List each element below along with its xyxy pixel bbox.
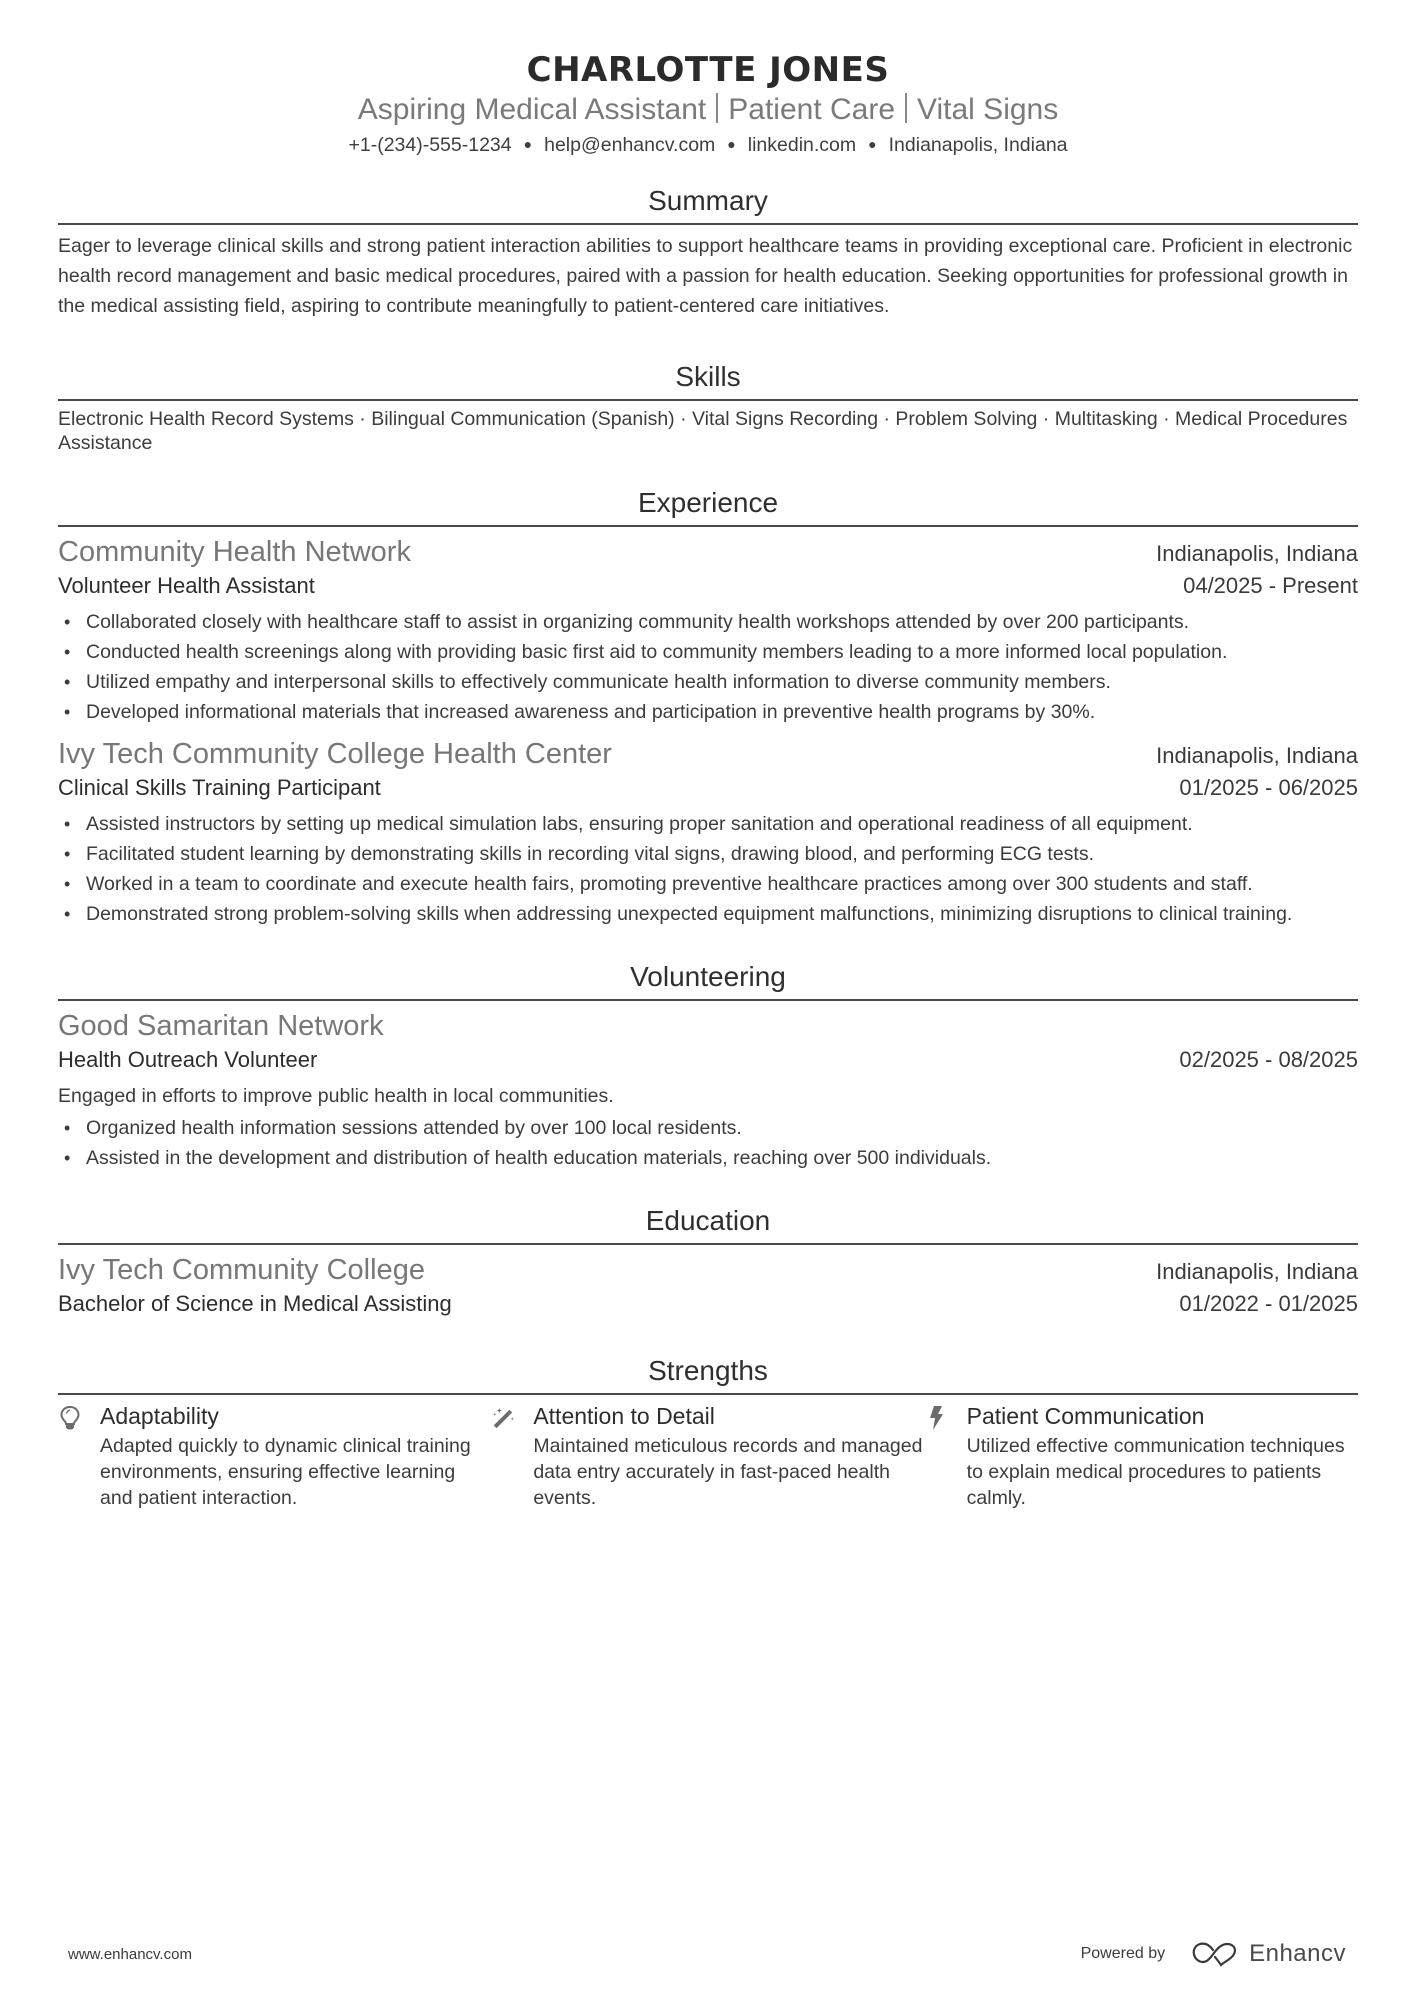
summary-text: Eager to leverage clinical skills and strong patient interaction abilities to support healthcare teams in providing exceptional care. Proficient in electronic health record management and basic medical procedures, paired with a passion for health education. Seeking opportunities for professional growth in the medical assisting field, aspiring to contribute meaningfully to patient-centered care initiatives. (58, 235, 1353, 317)
entry-dates: 01/2022 - 01/2025 (1179, 1291, 1358, 1316)
organization-name: Ivy Tech Community College Health Center (58, 738, 612, 770)
degree: Bachelor of Science in Medical Assisting (58, 1291, 452, 1316)
skills-list: Electronic Health Record Systems · Bilingual Communication (Spanish) · Vital Signs Recording · Problem Solving · Multitasking · Medical Procedures Assistance (58, 408, 1348, 454)
list-item: • Developed informational materials that increased awareness and participation in preventive health programs by 30%. (58, 697, 1358, 727)
role-title: Health Outreach Volunteer (58, 1047, 318, 1072)
achievement-list (58, 607, 1358, 727)
strengths-section (58, 1353, 1358, 1511)
headline-item: Patient Care (728, 93, 896, 126)
entry-dates: 02/2025 - 08/2025 (1179, 1047, 1358, 1072)
volunteering-section (58, 959, 1358, 1173)
strengths-grid (58, 1401, 1358, 1511)
strength-title: Adaptability (100, 1403, 219, 1429)
achievement-list (58, 1113, 1358, 1173)
skills-section (58, 359, 1358, 455)
headline-separator (716, 93, 718, 123)
bullet-separator: ● (727, 136, 736, 152)
section-title: Summary (648, 185, 768, 216)
headline-item: Vital Signs (917, 93, 1059, 126)
lightning-bolt-icon (925, 1401, 967, 1511)
footer-url-link[interactable]: www.enhancv.com (68, 1945, 192, 1963)
strength-title: Patient Communication (966, 1403, 1205, 1429)
strength-item (58, 1401, 491, 1511)
experience-entry (58, 735, 1358, 929)
education-entry (58, 1251, 1358, 1319)
strength-description: Utilized effective communication techniques to explain medical procedures to patients calmly. (966, 1435, 1345, 1509)
section-divider (58, 999, 1358, 1001)
linkedin-link[interactable]: linkedin.com (747, 134, 857, 156)
section-title: Skills (675, 361, 741, 392)
organization-name: Community Health Network (58, 536, 411, 568)
experience-entry (58, 533, 1358, 727)
role-title: Clinical Skills Training Participant (58, 775, 381, 800)
list-item: • Utilized empathy and interpersonal skills to effectively communicate health information to diverse community members. (58, 667, 1358, 697)
headline (58, 90, 1358, 130)
phone[interactable]: +1-(234)-555-1234 (348, 134, 512, 156)
resume-header (58, 0, 1358, 159)
entry-dates: 04/2025 - Present (1183, 573, 1358, 598)
role-title: Volunteer Health Assistant (58, 573, 315, 598)
magic-wand-icon (491, 1401, 533, 1511)
section-title: Education (645, 1205, 771, 1236)
lightbulb-icon (58, 1401, 100, 1511)
powered-by (1081, 1940, 1346, 1968)
section-title: Strengths (648, 1355, 768, 1386)
section-title: Experience (637, 487, 779, 518)
brand-name: Enhancv (1249, 1940, 1346, 1967)
strength-item (925, 1401, 1358, 1511)
strength-description: Maintained meticulous records and managed data entry accurately in fast-paced health events. (533, 1435, 923, 1509)
section-divider (58, 1243, 1358, 1245)
headline-separator (905, 93, 907, 123)
list-item: • Assisted in the development and distribution of health education materials, reaching over 500 individuals. (58, 1143, 1358, 1173)
enhancv-infinity-icon (1191, 1941, 1239, 1967)
list-item: • Demonstrated strong problem-solving skills when addressing unexpected equipment malfunctions, minimizing disruptions to clinical training. (58, 899, 1358, 929)
section-divider (58, 399, 1358, 401)
location: Indianapolis, Indiana (888, 134, 1068, 156)
strength-title: Attention to Detail (533, 1403, 715, 1429)
email-link[interactable]: help@enhancv.com (544, 134, 716, 156)
entry-location: Indianapolis, Indiana (1156, 1259, 1358, 1284)
headline-item: Aspiring Medical Assistant (357, 93, 707, 126)
section-divider (58, 1393, 1358, 1395)
section-divider (58, 223, 1358, 225)
resume-page (58, 0, 1358, 1511)
list-item: • Assisted instructors by setting up medical simulation labs, ensuring proper sanitation and operational readiness of all equipment. (58, 809, 1358, 839)
strength-item (491, 1401, 924, 1511)
section-divider (58, 525, 1358, 527)
organization-name: Good Samaritan Network (58, 1010, 384, 1042)
bullet-separator: ● (523, 136, 533, 152)
section-title: Volunteering (630, 961, 786, 992)
list-item: • Facilitated student learning by demonstrating skills in recording vital signs, drawing blood, and performing ECG tests. (58, 839, 1358, 869)
bullet-separator: ● (868, 136, 877, 152)
page-footer (68, 1940, 1346, 1968)
entry-dates: 01/2025 - 06/2025 (1179, 775, 1358, 800)
enhancv-logo[interactable] (1191, 1940, 1346, 1968)
list-item: • Organized health information sessions attended by over 100 local residents. (58, 1113, 1358, 1143)
entry-description: Engaged in efforts to improve public health in local communities. (58, 1085, 614, 1107)
contact-line (58, 130, 1358, 159)
list-item: • Worked in a team to coordinate and execute health fairs, promoting preventive healthcare practices among over 300 students and staff. (58, 869, 1358, 899)
achievement-list (58, 809, 1358, 929)
list-item: • Collaborated closely with healthcare staff to assist in organizing community health workshops attended by over 200 participants. (58, 607, 1358, 637)
strength-description: Adapted quickly to dynamic clinical training environments, ensuring effective learning and patient interaction. (100, 1435, 471, 1509)
powered-by-label: Powered by (1080, 1945, 1166, 1962)
experience-section (58, 485, 1358, 929)
entry-location: Indianapolis, Indiana (1156, 743, 1358, 768)
entry-location: Indianapolis, Indiana (1156, 541, 1358, 566)
summary-section (58, 183, 1358, 321)
institution-name: Ivy Tech Community College (58, 1254, 425, 1286)
volunteering-entry (58, 1007, 1358, 1173)
candidate-name: CHARLOTTE JONES (526, 50, 890, 90)
list-item: • Conducted health screenings along with providing basic first aid to community members leading to a more informed local population. (58, 637, 1358, 667)
education-section (58, 1203, 1358, 1319)
